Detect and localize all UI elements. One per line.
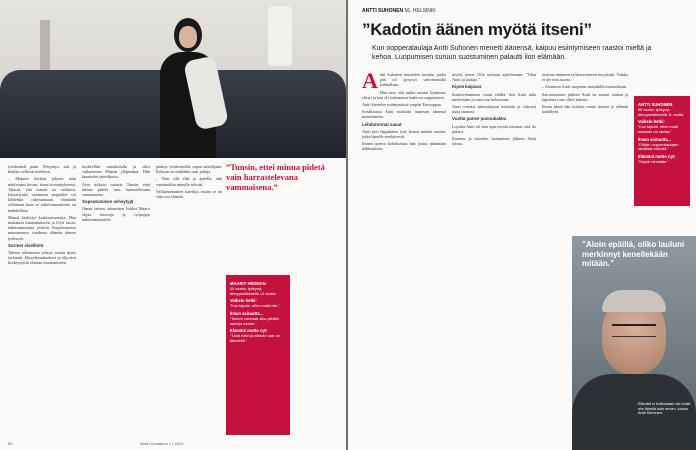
- article-lead: Kun oopperalaulaja Antti Suhonen menetti äänensä, kaipuu esiintymiseen raastoi mieltä ja kehoa. Luopumisen suruun suostuminen palautti ilon elämään.: [372, 45, 652, 61]
- factbox-line: ”Nöyrä mennään.”: [638, 159, 669, 164]
- paragraph: Aivo riitkaisi vaitarsi. Tunsin, ettei minua pidetä vain harrastelevana vammaisena.: [82, 181, 150, 198]
- paragraph: myötä itseni. Olin tottunut ajatelemaan: ”Olen Antti ja laulaja.”: [452, 72, 536, 83]
- factbox-name: ANTTI SUHONEN: [638, 102, 673, 107]
- paragraph: Sairastumisen jälkeen Antti on saanut rauhan ja lapsensa ovat olleet tukena.: [542, 91, 628, 102]
- photo-woman: [160, 18, 216, 158]
- paragraph: työskenteli paini. Pettymys, sitä ja kiukku vellovat mielessä.: [8, 164, 76, 175]
- factbox-heading: Elämäni motto nyt:: [230, 328, 268, 334]
- kicker-name: ANTTI SUHONEN: [362, 8, 404, 14]
- left-factbox: [226, 275, 290, 435]
- right-factbox: [634, 96, 690, 206]
- factbox-line: ”Kun tajusin, etten enää koskaan voi laulaa.”: [638, 125, 679, 134]
- right-column-3: [542, 72, 628, 116]
- paragraph: Hän tiesi, että urkka saranti kyntmiin, ylittyi ja hän oli laulamassa kaikissa oopperoissa.: [362, 89, 446, 100]
- paragraph: – Voin silti elää ja ajatella, että varmastikin minulle selviää.: [156, 176, 222, 187]
- paragraph: – Aiemmin Antti suojautui musiikilla muistoiltaan.: [542, 84, 628, 90]
- factbox-line: ”Eläisin oopperalaulajan tavallista elämää.”: [638, 142, 679, 152]
- paragraph: Oman taiteen tekemisen lisäksi Maarit ohjaa kursseja ja työpajoja näkövammaisille.: [82, 206, 150, 222]
- article-headline: ”Kadotin äänen myötä itseni”: [362, 20, 592, 39]
- left-column-3: [156, 164, 222, 201]
- article-kicker: [362, 8, 436, 14]
- drop-cap: A: [362, 68, 378, 93]
- left-pull-quote: ”Tunsin, ettei minua pidetä vain harrastelevana vammaisena.”: [226, 162, 325, 192]
- page-number-left: 82: [8, 441, 13, 446]
- subheading: Sormet sivellintä: [8, 242, 44, 248]
- photo-man-hair: [602, 290, 666, 312]
- factbox-line: ”Kun tajusin, etten enää näe.”: [230, 304, 280, 309]
- left-page: [0, 0, 346, 450]
- photo-man-glasses: [612, 324, 656, 337]
- factbox-heading: Ilman sairautta...: [638, 136, 672, 142]
- paragraph: Vallaanomainen taiteilija, mutta se on vain osa elämää.: [156, 188, 222, 200]
- paragraph: Antti kiertelee esiintymässä ympäri Eurooppaa.: [362, 102, 442, 108]
- factbox-heading: Elämäni motto nyt:: [638, 154, 676, 160]
- photo-woman-on-sofa: [0, 0, 346, 158]
- left-column-1: [8, 164, 76, 268]
- factbox-heading: Ilman sairautta...: [230, 310, 264, 316]
- subheading: Lehdutormat sanat: [362, 121, 402, 127]
- subheading: Vuotta panee pannukakku: [452, 116, 507, 122]
- factbox-name: MAARIT HEDMAN: [230, 281, 266, 286]
- factbox-heading: Vaikein hetki:: [638, 119, 665, 125]
- paragraph: pitänyt työskennellä vapaa taiteilijana. Kokoan on mitkäkin uusi juttuja.: [156, 164, 222, 175]
- photo-caption: Elämää ei kuitenkaan ole enää niin lähellä kuin ennen, sanoo Antti Suhonen.: [638, 402, 690, 416]
- paragraph: Kesäkuussa Antti motkutti tuntuvan äänensä menettäneen.: [362, 109, 446, 120]
- factbox-line: 45 vuotta, työkyvyttömyyseläkkeellä 14 vuotta: [230, 286, 276, 296]
- paragraph: Ennen uransa kohokohtaa hän joutui jättämään leikkauksen.: [362, 141, 446, 152]
- paragraph: Kuunuu ja asioiden laulamisen jälkeen Antti toteaa.: [452, 136, 536, 147]
- subheading: Kipeä kaipaus: [452, 84, 482, 90]
- paragraph: Lopulta Antti oli niin ajan myötä tottunut, että ilo palaisi.: [452, 123, 536, 134]
- paragraph: – Maintse herkän, jokisin näin mielessäni kovan, itseni tiomintyksessä. Tajasin, että minun on valittava, käyrertyakö vammaan ympäriltä vai lähdenkö rakentamaan elämääni sellaisena kuin se näkövammaisena on mahdollista.: [8, 176, 76, 213]
- paragraph: koskeelliin runtakolullu ja siksi vaikuttavan Maarin ylläpitämä. Hän kuuntelee taiteilijoita.: [82, 164, 150, 180]
- right-column-1: [362, 68, 446, 154]
- factbox-line: 56 vuotta, työkyvyttömyyseläkkeellä 11 vuotta: [638, 107, 684, 117]
- issue-footer: Askin Kuvaamo 1 | 2013: [140, 441, 184, 446]
- paragraph: Antti pert lappakäsin tytä, kertoa mielen asioita, jotka hänelle merkitsevät.: [362, 128, 446, 140]
- right-pull-quote: ”Aloin epäillä, oliko lauluni merkinnyt kenellekään mitään.”: [582, 240, 685, 268]
- photo-lamp: [268, 6, 292, 66]
- paragraph: Taiteen tekeminen yrittyä, muttu myös turhautti. Akryylimaalaukset ja öljyvärit keskeytyivät elämän muutamiseen.: [8, 250, 76, 266]
- paragraph: Ilman ääntä hän kohtasi oman itsensä ja elämän uudelleen.: [542, 104, 628, 115]
- subheading: Sopeutumisen selviytyjä: [82, 199, 134, 205]
- right-page: [348, 0, 696, 450]
- paragraph: ntti Suhonen muistelee kevään, jonka pää oli pysynyt vahvemmalla kohdallaan.: [379, 72, 446, 88]
- paragraph: avustaa omineen työkavereineen myytävää. Vaikka ei ole niin suurta.: [542, 72, 628, 83]
- kicker-place: 56, HELSINKI: [404, 8, 436, 14]
- paragraph: Maarit keskittyi katkeroituneista. Hän mukautui kuntoutukseen ja löysi uusia, näkövammaisia ystäviä. Kopeitoneissa muutamassa vuodessa elämän ääreen työkseen.: [8, 214, 76, 241]
- paragraph: Katkeroituminen vaani välillä. Sen Antti näki mielessään ja tunsi sen kehossaan.: [452, 91, 536, 102]
- paragraph: Antti vertaisi äänitaitojaan muistiin ja vahvisti uutta suuntaa.: [452, 104, 536, 115]
- right-column-2: [452, 72, 536, 148]
- factbox-heading: Vaikein hetki:: [230, 298, 257, 304]
- left-column-2: [82, 164, 150, 224]
- factbox-line: ”Tekisin varmasti aika pitkälle samoja asioita.”: [230, 316, 280, 326]
- factbox-line: ”Tänä hetki ja elämän vain on tärkeintä.”: [230, 334, 280, 343]
